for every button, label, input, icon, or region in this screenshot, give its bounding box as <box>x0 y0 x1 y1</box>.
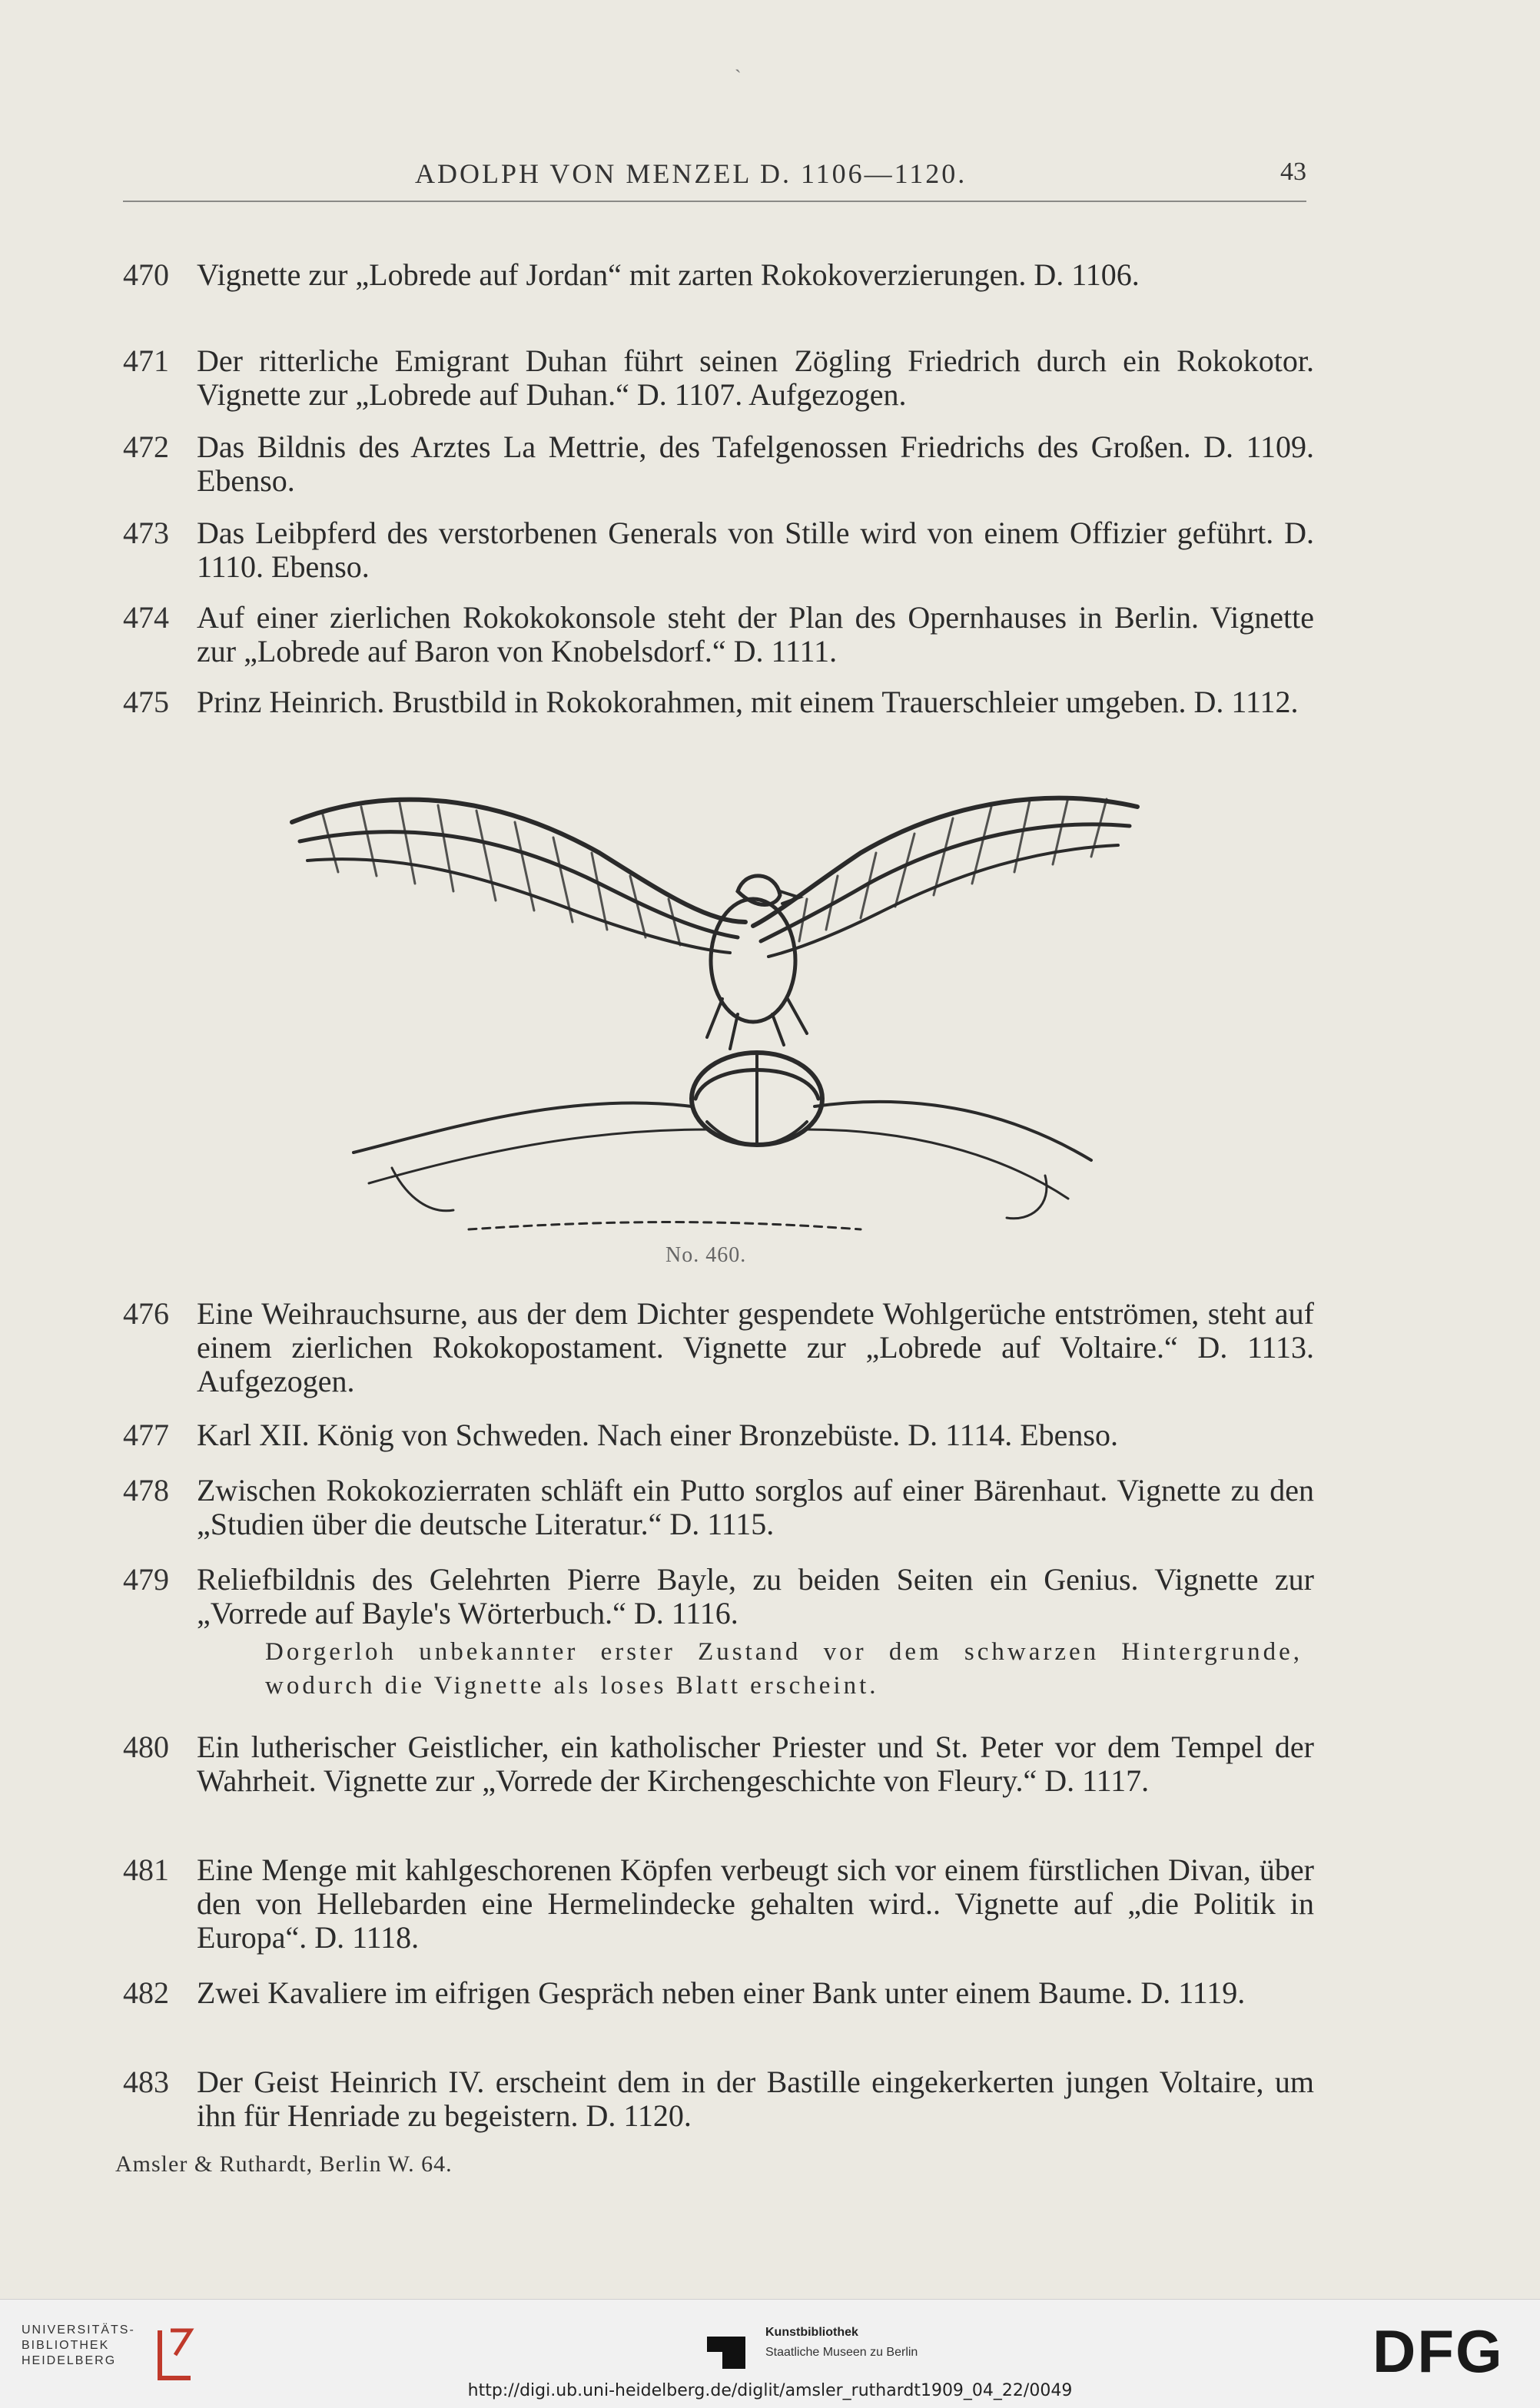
page-number: 43 <box>1280 158 1306 186</box>
entry-text: Zwischen Rokokozierraten schläft ein Putto sorglos auf einer Bärenhaut. Vignette zu den „Studien über die deutsche Literatur.“ D. 1115. <box>197 1473 1314 1541</box>
kunstbibliothek-subtitle: Staatliche Museen zu Berlin <box>765 2346 918 2359</box>
eagle-with-crown-illustration <box>277 768 1153 1245</box>
entry-number: 481 <box>123 1852 169 1887</box>
digital-library-footer <box>0 2299 1540 2408</box>
entry-text: Eine Weihrauchsurne, aus der dem Dichter gespendete Wohlgerüche entströmen, steht auf einem zierlichen Rokokopostament. Vignette zur „Lobrede auf Voltaire.“ D. 1113. Aufgezogen. <box>197 1296 1314 1398</box>
entry-number: 472 <box>123 430 169 464</box>
entry-text: Eine Menge mit kahlgeschorenen Köpfen verbeugt sich vor einem fürstlichen Divan, über den von Hellebarden eine Hermelindecke gehalten wird.. Vignette auf „die Politik in Europa“. D. 1118. <box>197 1852 1314 1955</box>
entry-text: Auf einer zierlichen Rokokokonsole steht der Plan des Opernhauses in Berlin. Vignette zur „Lobrede auf Baron von Knobelsdorf.“ D. 1111. <box>197 600 1314 668</box>
entry-text: Der Geist Heinrich IV. erscheint dem in der Bastille eingekerkerten jungen Voltaire, um ihn für Henriade zu begeistern. D. 1120. <box>197 2065 1314 2133</box>
uni-logo-line: HEIDELBERG <box>22 2354 117 2367</box>
kunstbibliothek-mark-icon <box>705 2332 747 2370</box>
entry-number: 470 <box>123 257 169 292</box>
entry-number: 480 <box>123 1730 169 1764</box>
dfg-logo[interactable]: DFG <box>1372 2317 1504 2385</box>
page-title: ADOLPH VON MENZEL D. 1106—1120. <box>415 158 967 189</box>
publisher-imprint: Amsler & Ruthardt, Berlin W. 64. <box>115 2151 453 2177</box>
eagle-icon <box>277 768 1153 1245</box>
entry-number: 482 <box>123 1975 169 2010</box>
entry-number: 479 <box>123 1562 169 1597</box>
entry-text: Ein lutherischer Geistlicher, ein katholischer Priester und St. Peter vor dem Tempel der Wahrheit. Vignette zur „Vorrede der Kirchengeschichte von Fleury.“ D. 1117. <box>197 1730 1314 1798</box>
entry-note: Dorgerloh unbekannter erster Zustand vor dem schwarzen Hintergrunde, wodurch die Vignette als loses Blatt erscheint. <box>265 1638 1303 1700</box>
entry-number: 477 <box>123 1418 169 1452</box>
figure-caption: No. 460. <box>665 1243 747 1267</box>
entry-text: Vignette zur „Lobrede auf Jordan“ mit zarten Rokokoverzierungen. D. 1106. <box>197 257 1140 292</box>
kunstbibliothek-logo[interactable] <box>705 2320 951 2373</box>
entry-number: 474 <box>123 600 169 635</box>
entry-number: 478 <box>123 1473 169 1507</box>
running-head <box>123 158 1306 202</box>
stray-mark: ` <box>735 66 742 88</box>
entry-number: 483 <box>123 2065 169 2099</box>
entry-text: Zwei Kavaliere im eifrigen Gespräch neben einer Bank unter einem Baume. D. 1119. <box>197 1975 1246 2010</box>
kunstbibliothek-title: Kunstbibliothek <box>765 2326 858 2339</box>
entry-text: Der ritterliche Emigrant Duhan führt seinen Zögling Friedrich durch ein Rokokotor. Vignette zur „Lobrede auf Duhan.“ D. 1107. Aufgezogen. <box>197 343 1314 412</box>
entry-number: 473 <box>123 516 169 550</box>
heidelberg-library-logo[interactable] <box>22 2323 191 2384</box>
uni-logo-line: UNIVERSITÄTS- <box>22 2323 135 2337</box>
entry-text: Prinz Heinrich. Brustbild in Rokokorahmen, mit einem Trauerschleier umgeben. D. 1112. <box>197 685 1299 719</box>
uni-logo-line: BIBLIOTHEK <box>22 2339 110 2352</box>
entry-text: Karl XII. König von Schweden. Nach einer Bronzebüste. D. 1114. Ebenso. <box>197 1418 1118 1452</box>
entry-number: 476 <box>123 1296 169 1331</box>
entry-text: Das Bildnis des Arztes La Mettrie, des Tafelgenossen Friedrichs des Großen. D. 1109. Ebenso. <box>197 430 1314 498</box>
entry-number: 471 <box>123 343 169 378</box>
entry-number: 475 <box>123 685 169 719</box>
university-mark-icon <box>144 2324 206 2383</box>
entry-text: Das Leibpferd des verstorbenen Generals von Stille wird von einem Offizier geführt. D. 1110. Ebenso. <box>197 516 1314 584</box>
entry-text: Reliefbildnis des Gelehrten Pierre Bayle, zu beiden Seiten ein Genius. Vignette zur „Vorrede auf Bayle's Wörterbuch.“ D. 1116. <box>197 1562 1314 1630</box>
source-url-link[interactable]: http://digi.ub.uni-heidelberg.de/diglit/amsler_ruthardt1909_04_22/0049 <box>467 2381 1073 2400</box>
